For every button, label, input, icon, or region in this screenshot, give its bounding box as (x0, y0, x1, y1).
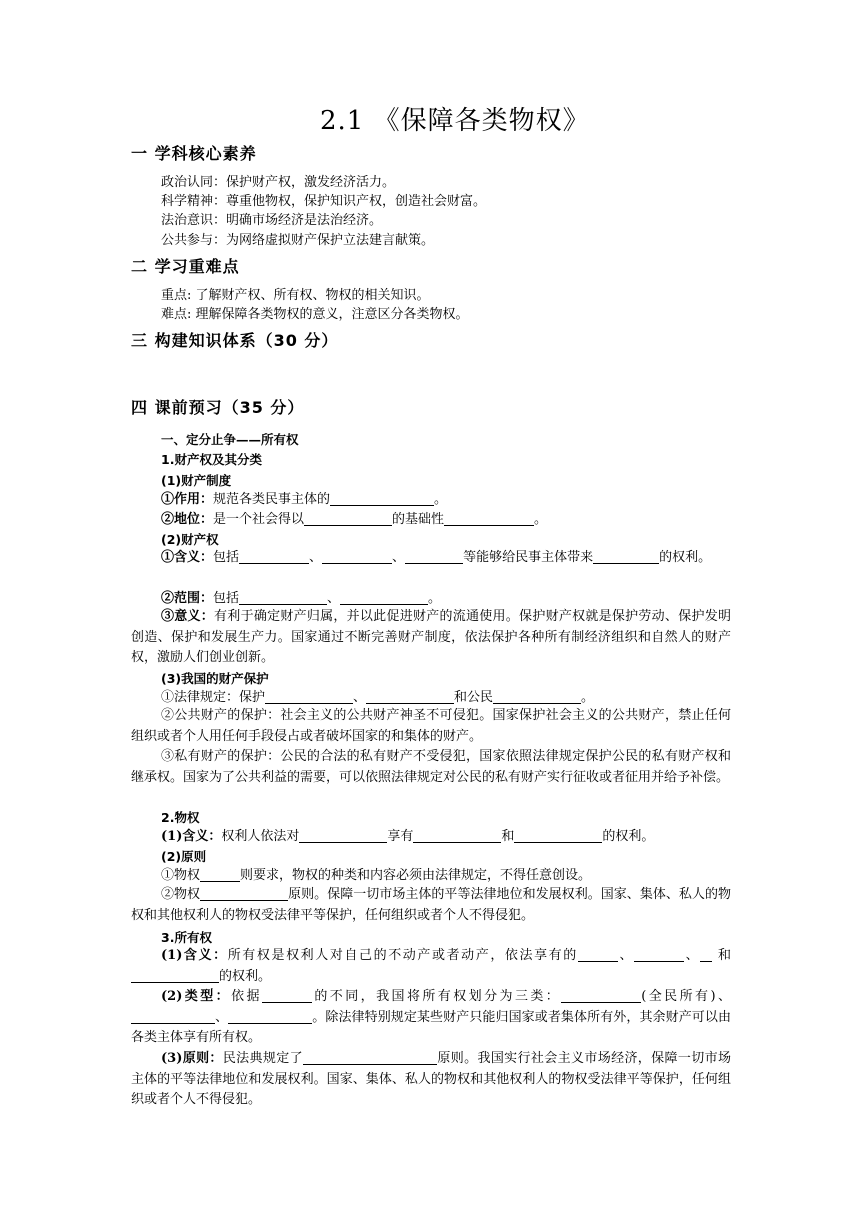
private-property-paragraph: ③私有财产的保护：公民的合法的私有财产不受侵犯，国家依照法律规定保护公民的私有财产权和继承权。国家为了公共利益的需要，可以依照法律规定对公民的私有财产实行征收或者征用并给予补偿。 (131, 749, 731, 785)
meaning-paragraph: ①含义：包括 、 、 等能够给民事主体带来 的权利。 (161, 550, 712, 565)
public-property-paragraph: ②公共财产的保护：社会主义的公共财产神圣不可侵犯。国家保护社会主义的公共财产，禁止任何组织或者个人用任何手段侵占或者破坏国家的和集体的财产。 (131, 708, 731, 744)
law-line: ①法律规定：保护 、 和公民 。 (161, 690, 595, 705)
ownership-text: 所有权是权利人对自己的不动产或者动产，依法享有的 (227, 948, 578, 963)
blank[interactable] (239, 590, 327, 605)
ownership-text: (全民所有)、 (641, 989, 731, 1004)
principle-text: ②物权 (161, 887, 201, 902)
blank[interactable] (593, 549, 659, 564)
ownership-meaning-label: (1)含义： (161, 948, 228, 963)
meaning-text: 等能够给民事主体带来 (463, 550, 594, 565)
page-title: 2.1 《保障各类物权》 (320, 106, 590, 136)
blank[interactable] (578, 947, 618, 962)
blank[interactable] (303, 1050, 437, 1065)
significance-text: 有利于确定财产归属，并以此促进财产的流通使用。保护财产权就是保护劳动、保护发明创造、保护和发展生产力。国家通过不断完善财产制度，依法保护各种所有制经济组织和自然人的财产权，激励人们创业创新。 (131, 609, 731, 665)
section-heading-keypoints: 二 学习重难点 (131, 257, 240, 276)
ownership-text: 依据 (231, 989, 262, 1004)
blank[interactable] (200, 867, 240, 882)
blank[interactable] (239, 549, 309, 564)
blank[interactable] (413, 828, 501, 843)
ownership-text: 的权利。 (219, 968, 272, 984)
law-text: ①法律规定：保护 (161, 690, 266, 705)
blank[interactable] (366, 689, 454, 704)
role-label: ①作用： (161, 492, 214, 507)
subtopic-heading: (2)财产权 (161, 532, 219, 547)
real-right-text: 权利人依法对 (221, 829, 300, 844)
ownership-type-label: (2)类型： (161, 989, 232, 1004)
blank[interactable] (340, 590, 428, 605)
status-line: ②地位：是一个社会得以 的基础性 。 (161, 512, 548, 527)
blank[interactable] (493, 689, 581, 704)
keypoint-item: 重点: 了解财产权、所有权、物权的相关知识。 (161, 288, 430, 303)
significance-paragraph (131, 607, 731, 669)
principle-text: 则要求，物权的种类和内容必须由法律规定，不得任意创设。 (240, 868, 592, 883)
blank[interactable] (330, 491, 434, 506)
blank[interactable] (131, 1009, 215, 1024)
ownership-type-paragraph: (2)类型：依据 的不同，我国将所有权划分为三类： (全民所有)、、 。除法律特别规定某些财产只能归国家或者集体所有外，其余财产可以由各类主体享有所有权。 (131, 989, 731, 1045)
blank[interactable] (200, 886, 288, 901)
principle2-paragraph (131, 885, 731, 926)
real-right-label: (1)含义： (161, 829, 222, 844)
blank[interactable] (299, 828, 387, 843)
ownership-principle-paragraph (131, 1049, 731, 1111)
meaning-text: 包括 (213, 550, 240, 565)
ownership-principle-label: (3)原则： (161, 1051, 223, 1066)
ownership-text: 。除法律特别规定某些财产只能归国家或者集体所有外，其余财产可以由各类主体享有所有权。 (131, 1009, 731, 1045)
real-right-text: 和 (501, 829, 515, 844)
blank[interactable] (561, 988, 641, 1003)
scope-line: ②范围：包括 、 。 (161, 591, 442, 606)
blank[interactable] (444, 511, 534, 526)
blank[interactable] (322, 549, 392, 564)
real-right-line (161, 828, 654, 846)
law-text: 和公民 (454, 690, 494, 705)
scope-label: ②范围： (161, 591, 214, 606)
real-right-text: 的权利。 (602, 829, 655, 844)
topic-heading: 1.财产权及其分类 (161, 452, 262, 467)
section-heading-knowledge: 三 构建知识体系（30 分） (131, 331, 339, 350)
blank[interactable] (304, 511, 392, 526)
blank[interactable] (131, 968, 219, 983)
blank[interactable] (405, 549, 463, 564)
scope-text: 包括 (213, 591, 240, 606)
blank[interactable] (634, 947, 684, 962)
part-heading: 一、定分止争——所有权 (161, 432, 299, 447)
status-text: 是一个社会得以 (213, 512, 305, 527)
meaning-label: ①含义： (161, 550, 214, 565)
blank[interactable] (228, 1009, 312, 1024)
principle-text: 原则。保障一切市场主体的平等法律地位和发展权利。国家、集体、私人的物权和其他权利人的物权受法律平等保护，任何组织或者个人不得侵犯。 (131, 887, 731, 923)
principle1-line (161, 867, 591, 885)
real-right-text: 享有 (387, 829, 414, 844)
status-label: ②地位： (161, 512, 214, 527)
role-text: 规范各类民事主体的 (213, 492, 331, 507)
literacy-item: 法治意识：明确市场经济是法治经济。 (161, 213, 383, 228)
status-text: 的基础性 (392, 512, 445, 527)
literacy-item: 公共参与：为网络虚拟财产保护立法建言献策。 (161, 233, 435, 248)
role-line: ①作用：规范各类民事主体的 。 (161, 492, 448, 507)
section-heading-preview: 四 课前预习（35 分） (131, 398, 305, 417)
principle-text: ①物权 (161, 868, 201, 883)
ownership-meaning-paragraph: (1)含义：所有权是权利人对自己的不动产或者动产，依法享有的 、 、 和的权利。 (131, 946, 731, 987)
ownership-text: 和 (717, 948, 731, 963)
blank[interactable] (262, 988, 312, 1003)
section-heading-literacy: 一 学科核心素养 (131, 144, 257, 163)
subtopic-heading: (3)我国的财产保护 (161, 671, 269, 686)
meaning-text: 的权利。 (659, 550, 712, 565)
significance-label: ③意义： (161, 609, 215, 624)
keypoint-item: 难点: 理解保障各类物权的意义，注意区分各类物权。 (161, 307, 469, 322)
ownership-text: 民法典规定了 (222, 1051, 303, 1066)
topic-heading: 3.所有权 (161, 930, 212, 945)
subtopic-heading: (1)财产制度 (161, 473, 232, 488)
blank[interactable] (700, 947, 712, 962)
literacy-item: 科学精神：尊重他物权，保护知识产权，创造社会财富。 (161, 194, 487, 209)
ownership-text: 的不同，我国将所有权划分为三类： (311, 989, 562, 1004)
blank[interactable] (514, 828, 602, 843)
topic-heading: 2.物权 (161, 810, 200, 825)
literacy-item: 政治认同：保护财产权，激发经济活力。 (161, 175, 396, 190)
ownership-text: 原则。我国实行社会主义市场经济，保障一切市场主体的平等法律地位和发展权利。国家、集体、私人的物权和其他权利人的物权受法律平等保护，任何组织或者个人不得侵犯。 (131, 1051, 731, 1107)
blank[interactable] (265, 689, 353, 704)
subtopic-heading: (2)原则 (161, 849, 207, 864)
